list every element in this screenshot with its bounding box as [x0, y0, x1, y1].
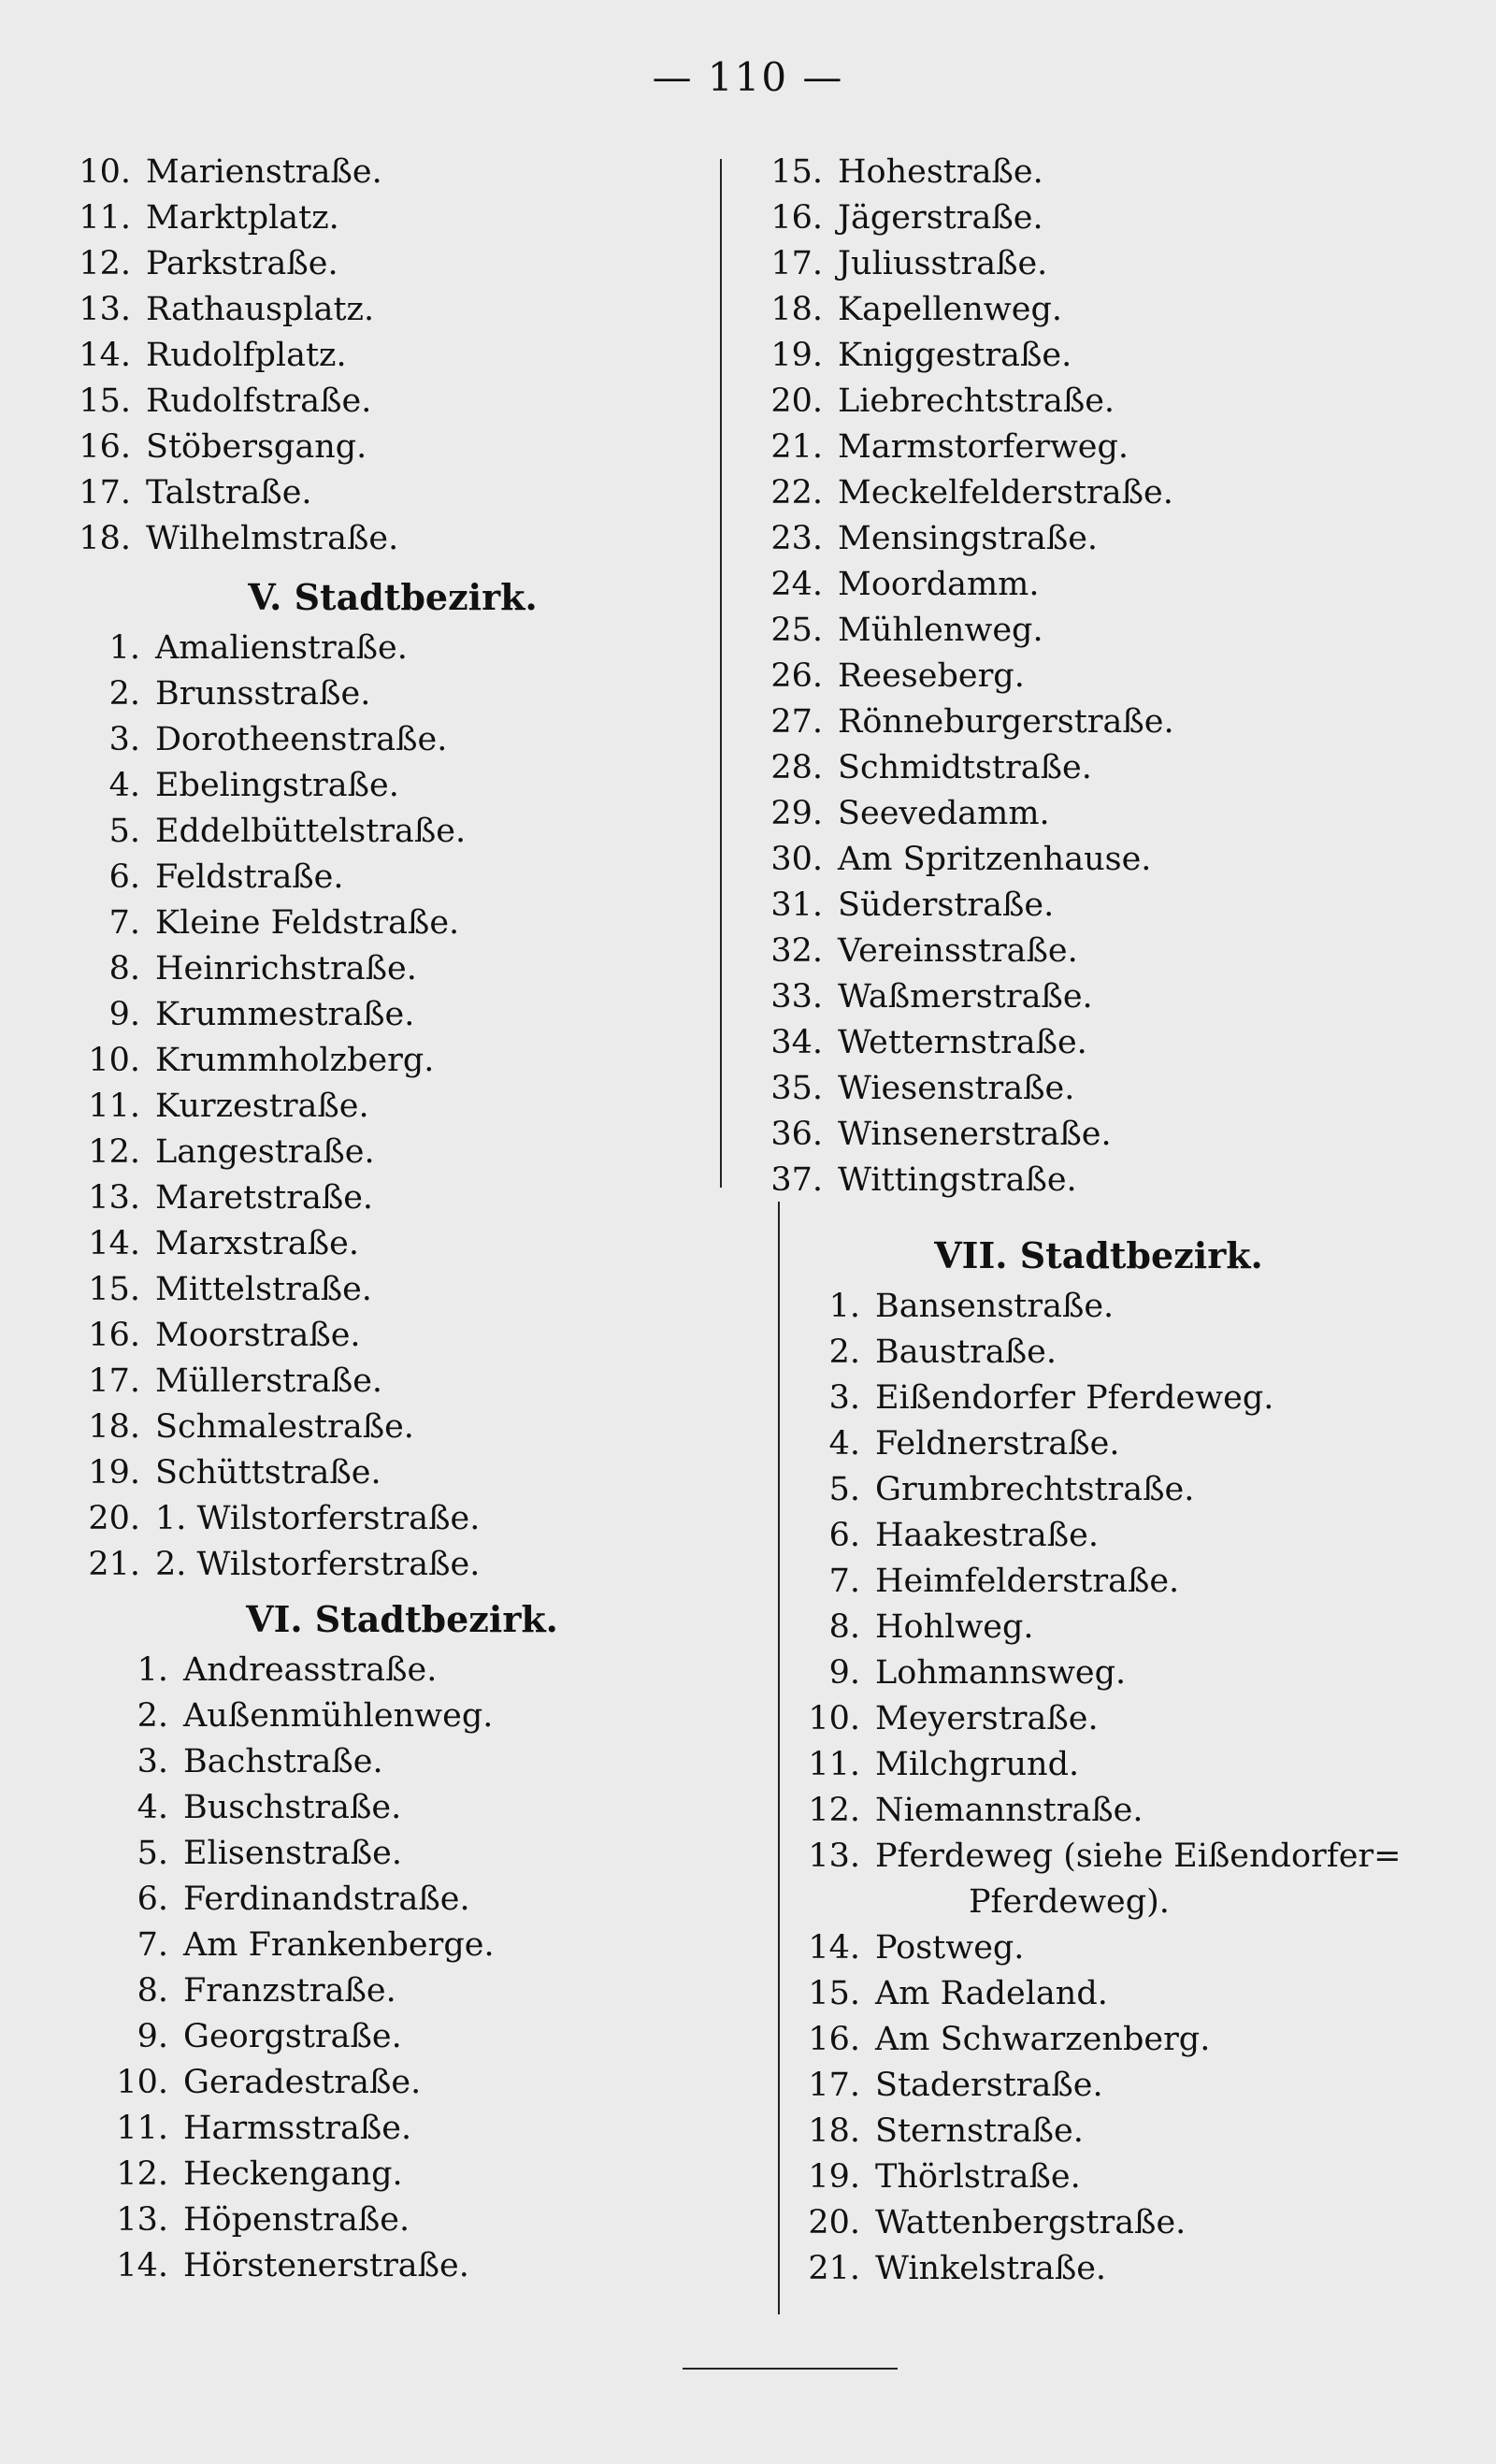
item-number: 25. — [770, 612, 823, 649]
item-number: 13. — [116, 2201, 168, 2239]
item-number: 30. — [770, 841, 823, 878]
street-list-item — [56, 2197, 711, 2243]
street-name: Marxstraße. — [155, 1225, 360, 1262]
street-list-item — [56, 1175, 711, 1221]
item-number: 7. — [828, 1563, 860, 1600]
street-list-item — [739, 2200, 1449, 2246]
street-name: Heckengang. — [183, 2155, 403, 2193]
street-list-item — [739, 425, 1449, 470]
item-number: 14. — [116, 2247, 168, 2284]
street-name: Dorotheenstraße. — [155, 721, 448, 758]
street-list-item — [739, 2063, 1449, 2109]
district-vi-heading: VI. Stadtbezirk. — [246, 1598, 558, 1640]
item-number: 8. — [828, 1608, 860, 1646]
street-name: Haakestraße. — [875, 1517, 1100, 1554]
street-name: Wilhelmstraße. — [146, 520, 399, 557]
district-vi-section — [56, 1592, 711, 2289]
street-list-item — [56, 809, 711, 855]
street-name: Moorstraße. — [155, 1317, 361, 1354]
street-name: Feldstraße. — [155, 858, 344, 896]
street-list-item — [56, 717, 711, 763]
street-name: Waßmerstraße. — [838, 978, 1093, 1016]
street-list-item — [739, 195, 1449, 241]
street-list-item — [739, 2246, 1449, 2292]
street-list-item — [739, 608, 1449, 654]
item-number: 7. — [108, 904, 140, 942]
item-number: 9. — [137, 2018, 168, 2055]
street-list-item — [739, 1467, 1449, 1513]
street-list-item — [739, 379, 1449, 425]
street-name: Marmstorferweg. — [838, 428, 1129, 466]
street-name: Mittelstraße. — [155, 1271, 372, 1308]
street-name: Juliusstraße. — [838, 245, 1048, 282]
street-name: Reeseberg. — [838, 657, 1025, 695]
street-name: Wiesenstraße. — [838, 1070, 1075, 1107]
street-list-item — [56, 241, 711, 287]
street-list-item — [739, 333, 1449, 379]
item-number: 19. — [808, 2158, 860, 2196]
street-name: Wittingstraße. — [838, 1161, 1077, 1199]
street-list-item — [739, 2109, 1449, 2154]
item-number: 23. — [770, 520, 823, 557]
street-list-item — [739, 2154, 1449, 2200]
item-number: 8. — [137, 1972, 168, 2010]
district-vii-list — [739, 1284, 1449, 2292]
street-name: Maretstraße. — [155, 1179, 374, 1217]
item-number: 11. — [808, 1746, 860, 1783]
district-v-section — [56, 569, 711, 1588]
left-column — [56, 150, 711, 2289]
item-number: 27. — [770, 703, 823, 741]
street-name: Hohlweg. — [875, 1608, 1034, 1646]
district-v-list — [56, 626, 711, 1588]
street-name: Bachstraße. — [183, 1743, 383, 1780]
right-continued-list — [739, 150, 1449, 1203]
street-list-item — [56, 1648, 711, 1693]
street-name: Heinrichstraße. — [155, 950, 417, 987]
street-name: Franzstraße. — [183, 1972, 396, 2010]
street-name: Rathausplatz. — [146, 291, 375, 328]
item-number: 4. — [137, 1789, 168, 1826]
street-list-item — [56, 1831, 711, 1877]
street-name: Milchgrund. — [875, 1746, 1080, 1783]
item-number: 36. — [770, 1116, 823, 1153]
street-list-item — [56, 1923, 711, 1968]
item-number: 26. — [770, 657, 823, 695]
item-number: 3. — [828, 1379, 860, 1417]
street-list-item — [739, 1330, 1449, 1376]
street-name: Meckelfelderstraße. — [838, 474, 1173, 512]
left-continued-list — [56, 150, 711, 562]
street-name: Rönneburgerstraße. — [838, 703, 1174, 741]
item-number: 6. — [828, 1517, 860, 1554]
item-number: 14. — [79, 337, 131, 374]
street-name: Marienstraße. — [146, 153, 382, 191]
street-list-item — [56, 2014, 711, 2060]
street-list-item — [56, 946, 711, 992]
item-number: 19. — [88, 1454, 140, 1491]
street-list-item — [739, 1650, 1449, 1696]
street-name: Am Radeland. — [875, 1975, 1108, 2012]
item-number: 22. — [770, 474, 823, 512]
street-name: Staderstraße. — [875, 2067, 1103, 2104]
item-number: 18. — [770, 291, 823, 328]
item-number: 31. — [770, 886, 823, 924]
street-name: Höpenstraße. — [183, 2201, 410, 2239]
street-name: Marktplatz. — [146, 199, 339, 237]
item-number: 14. — [808, 1929, 860, 1967]
street-list-item — [739, 1376, 1449, 1421]
street-name: Seevedamm. — [838, 795, 1050, 832]
item-number: 1. — [137, 1651, 168, 1689]
street-name: Hörstenerstraße. — [183, 2247, 469, 2284]
street-name: Mühlenweg. — [838, 612, 1043, 649]
street-list-item — [739, 1559, 1449, 1605]
item-number: 12. — [116, 2155, 168, 2193]
street-name: Liebrechtstraße. — [838, 382, 1115, 420]
street-name: Hohestraße. — [838, 153, 1043, 191]
street-name: Jägerstraße. — [838, 199, 1043, 237]
item-number: 13. — [88, 1179, 140, 1217]
street-name: Rudolfplatz. — [146, 337, 347, 374]
street-list-item — [739, 1696, 1449, 1742]
street-list-item — [739, 1020, 1449, 1066]
street-name: Am Spritzenhause. — [838, 841, 1152, 878]
page-number: — 110 — — [652, 54, 844, 100]
street-name: Winsenerstraße. — [838, 1116, 1112, 1153]
item-number: 18. — [79, 520, 131, 557]
street-list-item — [56, 626, 711, 671]
street-list-item — [739, 2017, 1449, 2063]
right-column — [739, 150, 1449, 2292]
street-list-item — [739, 929, 1449, 974]
item-number: 12. — [88, 1133, 140, 1171]
street-name: Winkelstraße. — [875, 2250, 1107, 2287]
street-name: Eddelbüttelstraße. — [155, 813, 467, 850]
street-name: Krummholzberg. — [155, 1042, 435, 1079]
street-list-item — [56, 2060, 711, 2106]
item-number: 21. — [770, 428, 823, 466]
item-number: 1. — [828, 1288, 860, 1325]
street-name: Parkstraße. — [146, 245, 338, 282]
item-number: 13. — [79, 291, 131, 328]
item-number: 13. — [808, 1837, 860, 1875]
item-number: 15. — [88, 1271, 140, 1308]
item-number: 32. — [770, 932, 823, 970]
street-name: Geradestraße. — [183, 2064, 422, 2101]
street-list-item — [739, 654, 1449, 699]
street-list-item — [739, 1834, 1449, 1925]
item-number: 17. — [79, 474, 131, 512]
street-list-item — [56, 2243, 711, 2289]
street-list-item — [56, 195, 711, 241]
district-vii-section — [739, 1228, 1449, 2292]
street-name: Elisenstraße. — [183, 1835, 402, 1872]
street-name: Meyerstraße. — [875, 1700, 1099, 1737]
item-number: 6. — [137, 1880, 168, 1918]
item-number: 10. — [88, 1042, 140, 1079]
item-number: 10. — [808, 1700, 860, 1737]
item-number: 5. — [828, 1471, 860, 1508]
item-number: 37. — [770, 1161, 823, 1199]
street-name-continuation: Pferdeweg). — [969, 1883, 1170, 1921]
street-name: Wetternstraße. — [838, 1024, 1087, 1061]
street-list-item — [739, 1112, 1449, 1158]
item-number: 10. — [116, 2064, 168, 2101]
street-list-item — [739, 791, 1449, 837]
street-list-item — [56, 287, 711, 333]
street-list-item — [739, 883, 1449, 929]
item-number: 11. — [116, 2110, 168, 2147]
street-list-item — [739, 516, 1449, 562]
street-name: Am Frankenberge. — [183, 1926, 495, 1964]
item-number: 15. — [808, 1975, 860, 2012]
item-number: 6. — [108, 858, 140, 896]
item-number: 3. — [108, 721, 140, 758]
item-number: 17. — [808, 2067, 860, 2104]
street-list-item — [56, 1130, 711, 1175]
street-list-item — [56, 516, 711, 562]
street-list-item — [56, 901, 711, 946]
street-list-item — [56, 150, 711, 195]
street-list-item — [56, 1693, 711, 1739]
street-list-item — [739, 1742, 1449, 1788]
item-number: 19. — [770, 337, 823, 374]
street-name: 1. Wilstorferstraße. — [155, 1500, 481, 1537]
item-number: 9. — [108, 996, 140, 1033]
street-name: Schmalestraße. — [155, 1408, 414, 1446]
item-number: 28. — [770, 749, 823, 786]
district-vi-list — [56, 1648, 711, 2289]
street-name: Vereinsstraße. — [838, 932, 1078, 970]
item-number: 16. — [79, 428, 131, 466]
street-list-item — [56, 1968, 711, 2014]
district-v-heading: V. Stadtbezirk. — [248, 576, 538, 618]
street-list-item — [739, 837, 1449, 883]
item-number: 34. — [770, 1024, 823, 1061]
item-number: 21. — [808, 2250, 860, 2287]
street-name: Talstraße. — [146, 474, 312, 512]
street-list-item — [739, 287, 1449, 333]
street-list-item — [739, 1158, 1449, 1203]
street-name: Postweg. — [875, 1929, 1025, 1967]
item-number: 12. — [808, 1792, 860, 1829]
item-number: 8. — [108, 950, 140, 987]
item-number: 20. — [88, 1500, 140, 1537]
street-list-item — [739, 699, 1449, 745]
street-name: Amalienstraße. — [155, 629, 408, 667]
item-number: 11. — [88, 1088, 140, 1125]
street-list-item — [56, 763, 711, 809]
street-name — [875, 1834, 1449, 1925]
street-list-item — [56, 379, 711, 425]
street-name: Harmsstraße. — [183, 2110, 412, 2147]
street-name: Sternstraße. — [875, 2112, 1084, 2150]
street-name: Thörlstraße. — [875, 2158, 1081, 2196]
item-number: 10. — [79, 153, 131, 191]
street-name: Ebelingstraße. — [155, 767, 399, 804]
street-name: Buschstraße. — [183, 1789, 402, 1826]
street-name: Langestraße. — [155, 1133, 375, 1171]
street-name: Eißendorfer Pferdeweg. — [875, 1379, 1274, 1417]
street-list-item — [739, 470, 1449, 516]
street-list-item — [56, 1405, 711, 1450]
street-name: Feldnerstraße. — [875, 1425, 1120, 1463]
item-number: 16. — [770, 199, 823, 237]
street-name: Kapellenweg. — [838, 291, 1062, 328]
item-number: 4. — [828, 1425, 860, 1463]
street-name: Grumbrechtstraße. — [875, 1471, 1195, 1508]
item-number: 5. — [137, 1835, 168, 1872]
street-list-item — [56, 1496, 711, 1542]
street-list-item — [56, 1542, 711, 1588]
street-name: Außenmühlenweg. — [183, 1697, 494, 1735]
item-number: 17. — [770, 245, 823, 282]
street-list-item — [739, 1925, 1449, 1971]
item-number: 24. — [770, 566, 823, 603]
item-number: 33. — [770, 978, 823, 1016]
item-number: 35. — [770, 1070, 823, 1107]
street-name: Stöbersgang. — [146, 428, 367, 466]
item-number: 15. — [770, 153, 823, 191]
street-name: Rudolfstraße. — [146, 382, 372, 420]
street-name: Moordamm. — [838, 566, 1040, 603]
bottom-rule — [683, 2368, 898, 2370]
district-vii-heading: VII. Stadtbezirk. — [934, 1234, 1263, 1276]
item-number: 4. — [108, 767, 140, 804]
street-list-item — [56, 855, 711, 901]
item-number: 16. — [808, 2021, 860, 2058]
street-list-item — [56, 1450, 711, 1496]
item-number: 2. — [137, 1697, 168, 1735]
item-number: 15. — [79, 382, 131, 420]
street-name-line: Pferdeweg (siehe Eißendorfer= — [875, 1837, 1402, 1875]
street-list-item — [56, 1038, 711, 1084]
street-name: Lohmannsweg. — [875, 1654, 1127, 1692]
street-list-item — [739, 1066, 1449, 1112]
item-number: 18. — [88, 1408, 140, 1446]
street-list-item — [739, 1971, 1449, 2017]
street-list-item — [739, 1284, 1449, 1330]
item-number: 17. — [88, 1362, 140, 1400]
street-name: Brunsstraße. — [155, 675, 371, 713]
street-list-item — [56, 1785, 711, 1831]
street-list-item — [739, 1421, 1449, 1467]
item-number: 1. — [108, 629, 140, 667]
item-number: 3. — [137, 1743, 168, 1780]
street-list-item — [56, 1221, 711, 1267]
street-name: 2. Wilstorferstraße. — [155, 1546, 481, 1583]
street-name: Georgstraße. — [183, 2018, 402, 2055]
street-list-item — [56, 425, 711, 470]
street-list-item — [739, 1513, 1449, 1559]
street-list-item — [739, 562, 1449, 608]
street-list-item — [56, 1084, 711, 1130]
street-name: Baustraße. — [875, 1333, 1057, 1371]
item-number: 14. — [88, 1225, 140, 1262]
street-name: Süderstraße. — [838, 886, 1055, 924]
street-list-item — [56, 1267, 711, 1313]
street-list-item — [56, 2152, 711, 2197]
item-number: 11. — [79, 199, 131, 237]
street-list-item — [739, 745, 1449, 791]
street-name: Bansenstraße. — [875, 1288, 1115, 1325]
street-name: Andreasstraße. — [183, 1651, 438, 1689]
street-list-item — [739, 1605, 1449, 1650]
street-name: Am Schwarzenberg. — [875, 2021, 1211, 2058]
item-number: 20. — [808, 2204, 860, 2241]
street-name: Heimfelderstraße. — [875, 1563, 1180, 1600]
street-name: Kleine Feldstraße. — [155, 904, 460, 942]
street-name: Kniggestraße. — [838, 337, 1072, 374]
street-list-item — [56, 470, 711, 516]
item-number: 12. — [79, 245, 131, 282]
street-list-item — [56, 1877, 711, 1923]
street-list-item — [739, 241, 1449, 287]
item-number: 9. — [828, 1654, 860, 1692]
item-number: 18. — [808, 2112, 860, 2150]
street-list-item — [739, 150, 1449, 195]
street-list-item — [56, 1313, 711, 1359]
street-list-item — [56, 1359, 711, 1405]
street-name: Müllerstraße. — [155, 1362, 383, 1400]
street-name: Ferdinandstraße. — [183, 1880, 470, 1918]
street-name: Kurzestraße. — [155, 1088, 369, 1125]
item-number: 20. — [770, 382, 823, 420]
street-list-item — [56, 671, 711, 717]
street-list-item — [56, 1739, 711, 1785]
street-name: Wattenbergstraße. — [875, 2204, 1187, 2241]
item-number: 2. — [108, 675, 140, 713]
street-name: Krummestraße. — [155, 996, 415, 1033]
street-name: Niemannstraße. — [875, 1792, 1144, 1829]
item-number: 16. — [88, 1317, 140, 1354]
column-divider-upper — [720, 159, 722, 1188]
street-list-item — [56, 992, 711, 1038]
street-list-item — [739, 1788, 1449, 1834]
item-number: 2. — [828, 1333, 860, 1371]
item-number: 7. — [137, 1926, 168, 1964]
item-number: 29. — [770, 795, 823, 832]
street-list-item — [56, 2106, 711, 2152]
item-number: 21. — [88, 1546, 140, 1583]
street-list-item — [739, 974, 1449, 1020]
street-name: Schüttstraße. — [155, 1454, 381, 1491]
street-name: Mensingstraße. — [838, 520, 1099, 557]
street-name: Schmidtstraße. — [838, 749, 1092, 786]
item-number: 5. — [108, 813, 140, 850]
street-list-item — [56, 333, 711, 379]
